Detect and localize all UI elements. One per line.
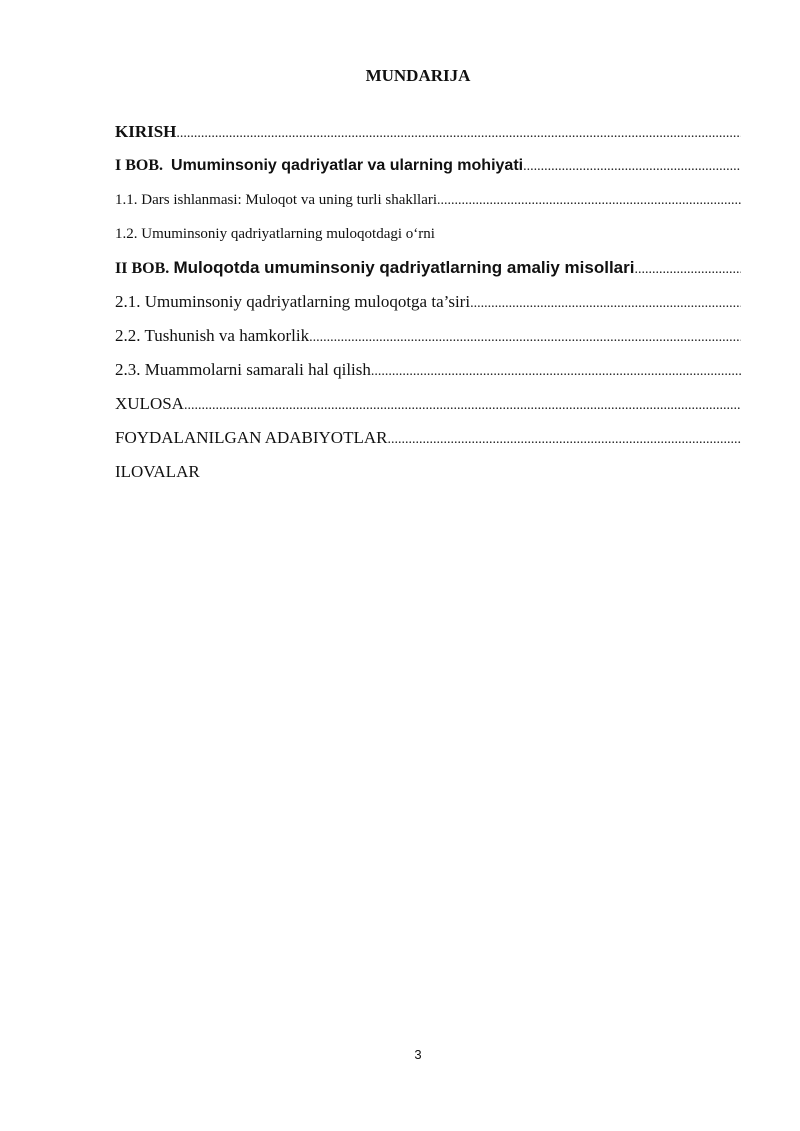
- toc-entry-2-1[interactable]: [115, 290, 741, 324]
- toc-entry-2-2[interactable]: [115, 324, 741, 358]
- toc-entry-1-2[interactable]: [115, 222, 741, 256]
- toc-entry-label: KIRISH: [115, 122, 177, 141]
- dot-leader: [176, 122, 741, 146]
- toc-entry-ilovalar[interactable]: [115, 460, 741, 494]
- dot-leader: [184, 394, 741, 418]
- toc-entry-kirish[interactable]: [115, 120, 741, 154]
- toc-entry-label: 2.2. Tushunish va hamkorlik: [115, 326, 310, 345]
- toc-entry-label: FOYDALANILGAN ADABIYOTLAR: [115, 428, 388, 447]
- toc-entry-label: 1.2. Umuminsoniy qadriyatlarning muloqotdagi o‘rni: [115, 226, 435, 242]
- toc-entry-separator: .: [159, 157, 172, 174]
- toc-entry-2-3[interactable]: [115, 358, 741, 392]
- toc-entry-label: 2.3. Muammolarni samarali hal qilish: [115, 360, 371, 379]
- toc-entry-label: Muloqotda umuminsoniy qadriyatlarning amaliy misollari: [173, 258, 635, 277]
- page-number: 3: [414, 1047, 422, 1062]
- toc-entry-chapter-2[interactable]: [115, 256, 741, 290]
- toc-entry-label: XULOSA: [115, 394, 184, 413]
- dot-leader: [371, 360, 741, 384]
- toc-entry-chapter-1[interactable]: [115, 154, 741, 188]
- toc-entry-adabiyotlar[interactable]: [115, 426, 741, 460]
- toc-entry-label: 2.1. Umuminsoniy qadriyatlarning muloqotga ta’siri: [115, 292, 471, 311]
- page-title: MUNDARIJA: [365, 66, 471, 85]
- toc-entry-1-1[interactable]: [115, 188, 741, 222]
- toc-entry-xulosa[interactable]: [115, 392, 741, 426]
- toc-entry-prefix: I BOB: [115, 157, 160, 174]
- toc-entry-prefix: II BOB.: [115, 260, 170, 277]
- dot-leader: [309, 326, 741, 350]
- toc-entry-label: 1.1. Dars ishlanmasi: Muloqot va uning turli shakllari: [115, 192, 438, 208]
- dot-leader: [470, 292, 741, 316]
- dot-leader: [387, 428, 741, 452]
- dot-leader: [523, 155, 741, 179]
- dot-leader: [634, 258, 741, 282]
- dot-leader: [437, 189, 741, 213]
- toc-entry-label: ILOVALAR: [115, 462, 200, 481]
- toc-entry-label: Umuminsoniy qadriyatlar va ularning mohiyati: [171, 157, 524, 174]
- table-of-contents: [115, 120, 741, 494]
